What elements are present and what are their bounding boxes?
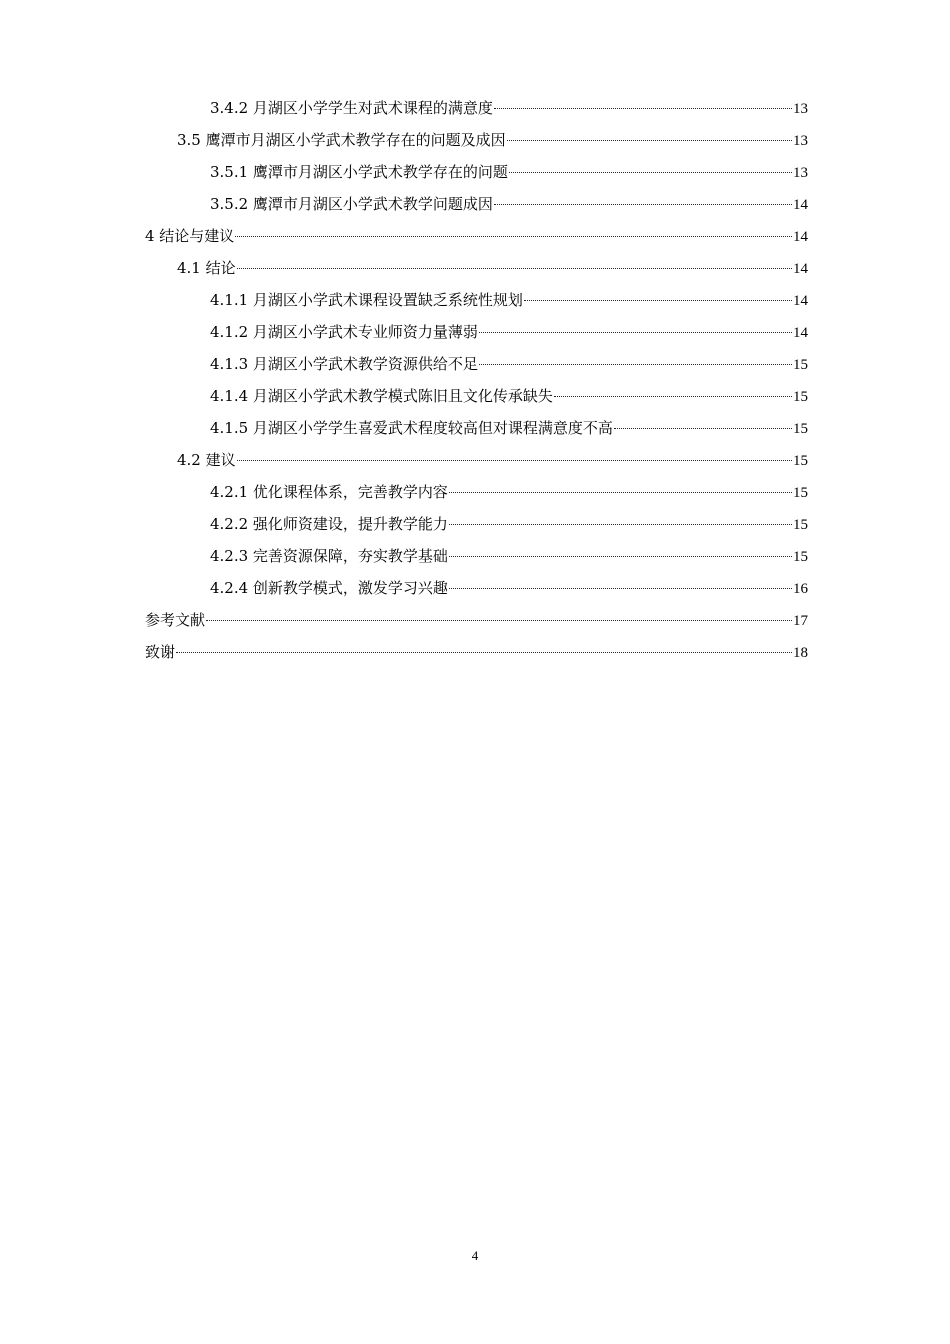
toc-dot-leader bbox=[524, 300, 792, 301]
toc-entry-title: 4.1.1 月湖区小学武术课程设置缺乏系统性规划 bbox=[210, 291, 523, 309]
toc-dot-leader bbox=[237, 460, 792, 461]
toc-entry-title: 参考文献 bbox=[145, 611, 206, 629]
toc-dot-leader bbox=[509, 172, 792, 173]
toc-entry-page-number: 14 bbox=[793, 293, 808, 309]
toc-dot-leader bbox=[449, 492, 792, 493]
toc-entry-page-number: 15 bbox=[793, 453, 808, 469]
toc-entry-page-number: 14 bbox=[793, 261, 808, 277]
toc-entry-page-number: 15 bbox=[793, 357, 808, 373]
toc-entry[interactable] bbox=[145, 256, 808, 288]
toc-entry-title: 4 结论与建议 bbox=[145, 227, 235, 245]
toc-entry-title: 4.2 建议 bbox=[177, 451, 236, 469]
toc-entry-title: 3.4.2 月湖区小学学生对武术课程的满意度 bbox=[210, 99, 493, 117]
toc-dot-leader bbox=[449, 556, 792, 557]
page-number: 4 bbox=[471, 1248, 479, 1263]
toc-entry[interactable] bbox=[145, 96, 808, 128]
toc-dot-leader bbox=[554, 396, 792, 397]
toc-entry-page-number: 14 bbox=[793, 325, 808, 341]
toc-entry[interactable] bbox=[145, 448, 808, 480]
toc-entry-title: 3.5.1 鹰潭市月湖区小学武术教学存在的问题 bbox=[210, 163, 508, 181]
toc-entry[interactable] bbox=[145, 512, 808, 544]
toc-dot-leader bbox=[614, 428, 792, 429]
toc-dot-leader bbox=[235, 236, 792, 237]
toc-entry-page-number: 14 bbox=[793, 229, 808, 245]
toc-entry-title: 4.2.4 创新教学模式，激发学习兴趣 bbox=[210, 579, 448, 597]
toc-dot-leader bbox=[479, 364, 792, 365]
toc-entry[interactable] bbox=[145, 224, 808, 256]
toc-dot-leader bbox=[507, 140, 792, 141]
toc-entry[interactable] bbox=[145, 480, 808, 512]
toc-entry-title: 4.1.2 月湖区小学武术专业师资力量薄弱 bbox=[210, 323, 478, 341]
toc-entry[interactable] bbox=[145, 416, 808, 448]
toc-entry-title: 致谢 bbox=[145, 643, 176, 661]
toc-entry-page-number: 18 bbox=[793, 645, 808, 661]
toc-entry-title: 4.2.1 优化课程体系，完善教学内容 bbox=[210, 483, 448, 501]
toc-entry[interactable] bbox=[145, 320, 808, 352]
toc-dot-leader bbox=[237, 268, 792, 269]
toc-entry-page-number: 15 bbox=[793, 517, 808, 533]
toc-entry-page-number: 17 bbox=[793, 613, 808, 629]
toc-entry[interactable] bbox=[145, 640, 808, 672]
toc-dot-leader bbox=[206, 620, 792, 621]
toc-dot-leader bbox=[176, 652, 792, 653]
toc-entry-title: 4.2.2 强化师资建设，提升教学能力 bbox=[210, 515, 448, 533]
toc-entry[interactable] bbox=[145, 384, 808, 416]
toc-entry-title: 4.1.4 月湖区小学武术教学模式陈旧且文化传承缺失 bbox=[210, 387, 553, 405]
toc-dot-leader bbox=[494, 108, 792, 109]
toc-entry-page-number: 13 bbox=[793, 101, 808, 117]
toc-entry-title: 4.1.5 月湖区小学学生喜爱武术程度较高但对课程满意度不高 bbox=[210, 419, 613, 437]
toc-entry[interactable] bbox=[145, 544, 808, 576]
table-of-contents bbox=[145, 96, 808, 672]
toc-entry-title: 4.2.3 完善资源保障，夯实教学基础 bbox=[210, 547, 448, 565]
toc-entry-page-number: 15 bbox=[793, 421, 808, 437]
toc-entry-page-number: 13 bbox=[793, 133, 808, 149]
toc-entry[interactable] bbox=[145, 160, 808, 192]
toc-dot-leader bbox=[479, 332, 792, 333]
toc-entry[interactable] bbox=[145, 288, 808, 320]
toc-entry-page-number: 16 bbox=[793, 581, 808, 597]
toc-entry-page-number: 15 bbox=[793, 389, 808, 405]
toc-entry[interactable] bbox=[145, 352, 808, 384]
toc-entry-page-number: 15 bbox=[793, 485, 808, 501]
toc-entry[interactable] bbox=[145, 128, 808, 160]
toc-dot-leader bbox=[449, 524, 792, 525]
toc-entry-title: 4.1 结论 bbox=[177, 259, 236, 277]
toc-entry-page-number: 15 bbox=[793, 549, 808, 565]
toc-entry-page-number: 13 bbox=[793, 165, 808, 181]
toc-entry-title: 3.5 鹰潭市月湖区小学武术教学存在的问题及成因 bbox=[177, 131, 506, 149]
toc-entry-title: 3.5.2 鹰潭市月湖区小学武术教学问题成因 bbox=[210, 195, 493, 213]
toc-dot-leader bbox=[494, 204, 792, 205]
toc-entry[interactable] bbox=[145, 192, 808, 224]
toc-dot-leader bbox=[449, 588, 792, 589]
toc-entry[interactable] bbox=[145, 608, 808, 640]
toc-entry-title: 4.1.3 月湖区小学武术教学资源供给不足 bbox=[210, 355, 478, 373]
toc-entry[interactable] bbox=[145, 576, 808, 608]
toc-entry-page-number: 14 bbox=[793, 197, 808, 213]
